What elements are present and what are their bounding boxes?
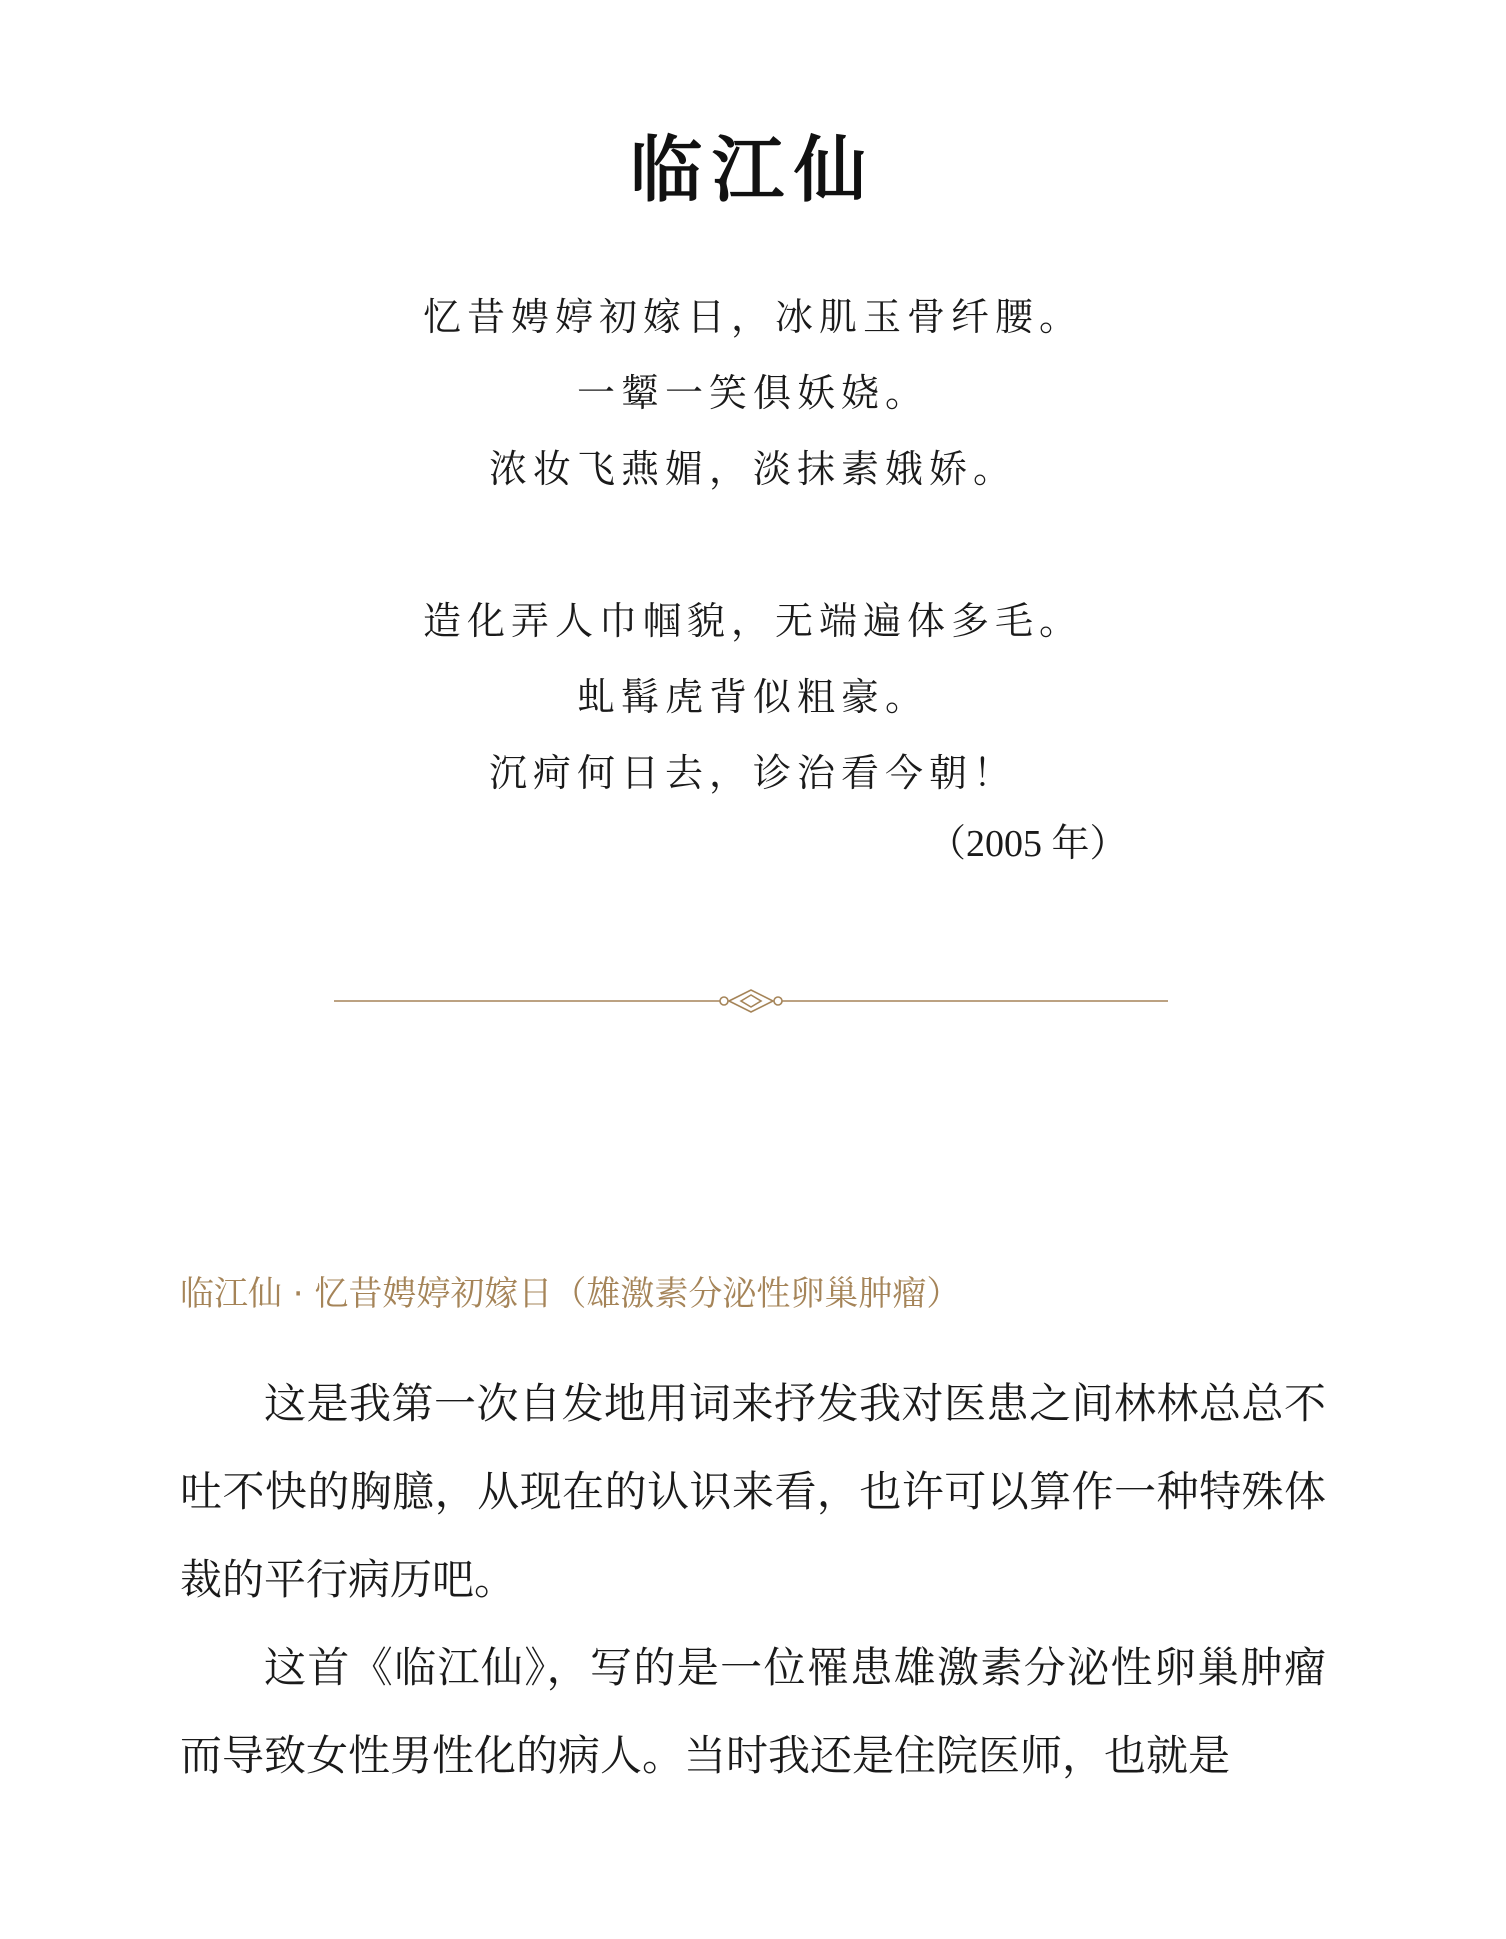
ornamental-divider (334, 986, 1168, 1016)
poem-line: 造化弄人巾帼貌，无端遍体多毛。 (422, 599, 1083, 643)
poem-title: 临江仙 (629, 127, 876, 212)
divider-ornament-icon (720, 990, 782, 1012)
poem-line: 沉疴何日去，诊治看今朝！ (488, 751, 1017, 795)
body-paragraph: 这首《临江仙》，写的是一位罹患雄激素分泌性卵巢肿瘤而导致女性男性化的病人。当时我还是住院医师，也就是 (180, 1643, 1326, 1780)
poem-date: （2005 年） (928, 823, 1128, 865)
body-paragraph: 这是我第一次自发地用词来抒发我对医患之间林林总总不吐不快的胸臆，从现在的认识来看，也许可以算作一种特殊体裁的平行病历吧。 (180, 1379, 1326, 1604)
commentary-heading: 临江仙 · 忆昔娉婷初嫁日（雄激素分泌性卵巢肿瘤） (180, 1274, 961, 1314)
poem-line: 浓妆飞燕媚，淡抹素娥娇。 (488, 447, 1017, 491)
poem-line: 忆昔娉婷初嫁日，冰肌玉骨纤腰。 (422, 295, 1083, 339)
poem-line: 一颦一笑俱妖娆。 (576, 371, 929, 415)
poem-line: 虬髯虎背似粗豪。 (576, 675, 929, 719)
commentary-body (180, 1360, 1326, 1800)
